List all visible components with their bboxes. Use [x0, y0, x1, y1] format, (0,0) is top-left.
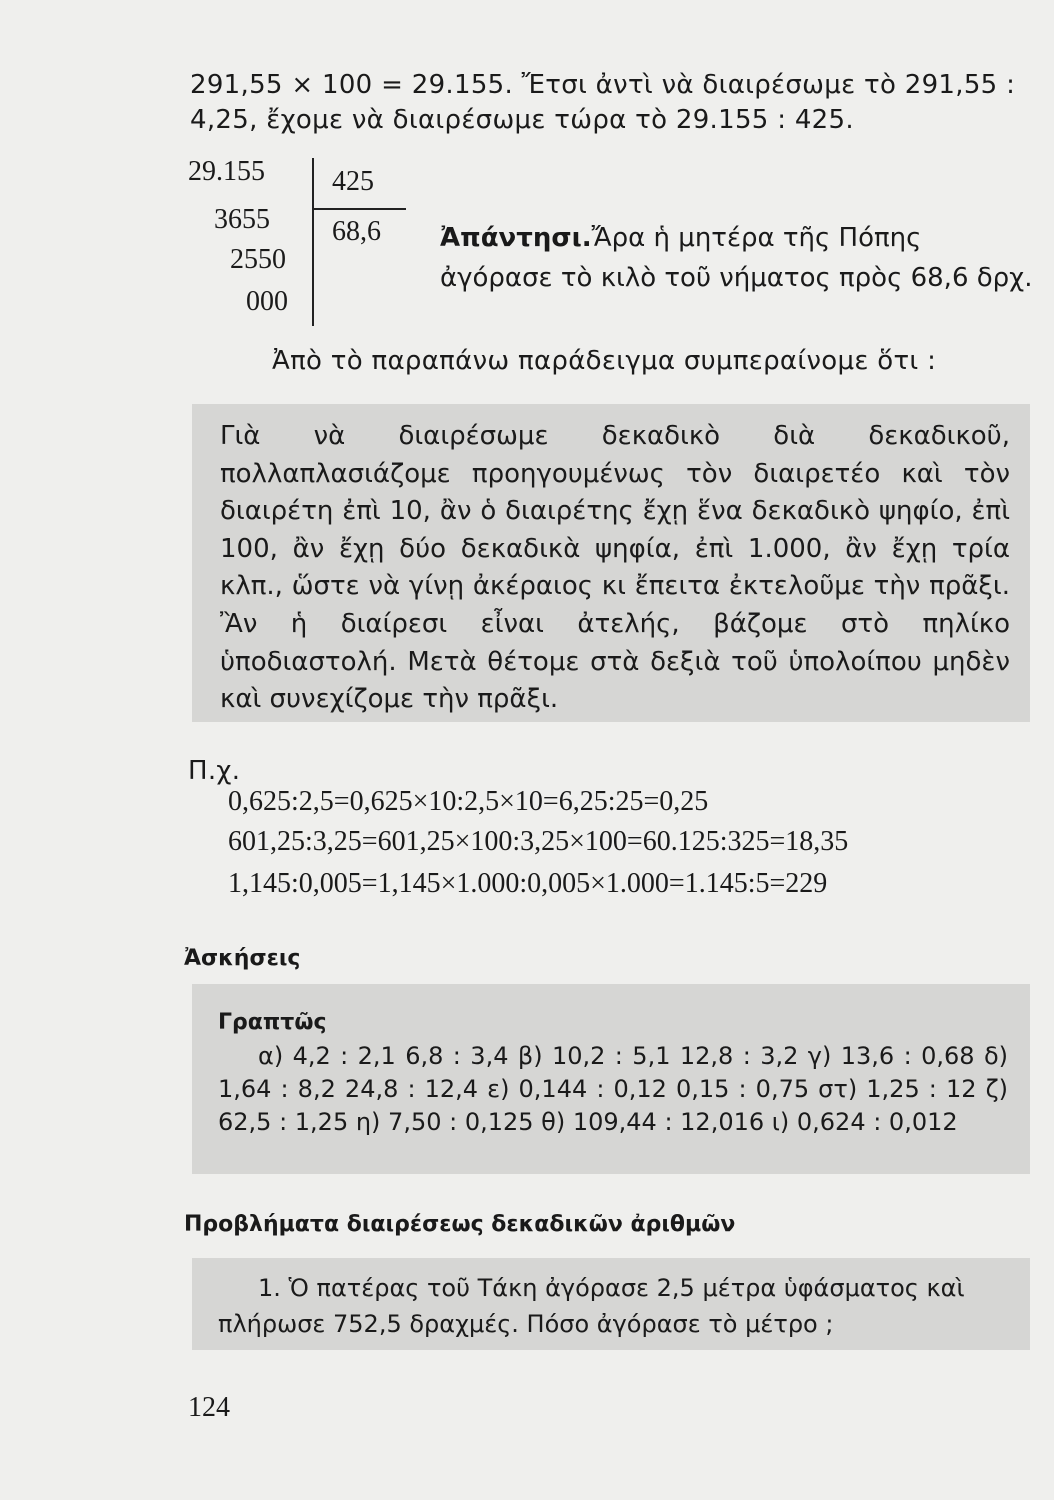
answer-paragraph	[440, 218, 1040, 298]
problems-heading: Προβλήματα διαιρέσεως δεκαδικῶν ἀριθμῶν	[184, 1212, 736, 1237]
division-dividend: 29.155	[188, 156, 265, 187]
conclusion-text: Ἀπὸ τὸ παραπάνω παράδειγμα συμπεραίνομε ὅτι :	[272, 346, 937, 376]
problem-1-text: 1. Ὁ πατέρας τοῦ Τάκη ἀγόρασε 2,5 μέτρα ὑφάσματος καὶ πλήρωσε 752,5 δραχμές. Πόσο ἀγόρασε τὸ μέτρο ;	[218, 1274, 965, 1338]
answer-text: Ἄρα ἡ μητέρα τῆς Πόπης ἀγόρασε τὸ κιλὸ τοῦ νήματος πρὸς 68,6 δρχ.	[440, 223, 1033, 293]
example-line: 1,145:0,005=1,145×1.000:0,005×1.000=1.145:5=229	[228, 868, 828, 899]
division-step: 2550	[230, 244, 286, 275]
intro-line-2: 4,25, ἔχομε νὰ διαιρέσωμε τώρα τὸ 29.155 : 425.	[190, 105, 854, 135]
example-line: 0,625:2,5=0,625×10:2,5×10=6,25:25=0,25	[228, 786, 709, 817]
division-vertical-rule	[312, 158, 314, 326]
answer-label: Ἀπάντησι.	[440, 223, 592, 253]
division-quotient: 68,6	[332, 216, 381, 247]
division-horizontal-rule	[314, 208, 406, 210]
division-divisor: 425	[332, 166, 374, 197]
problem-item	[218, 1270, 1008, 1342]
exercises-text	[218, 1040, 1008, 1139]
exercises-list: α) 4,2 : 2,1 6,8 : 3,4 β) 10,2 : 5,1 12,8 : 3,2 γ) 13,6 : 0,68 δ) 1,64 : 8,2 24,8 : 12,4 ε) 0,144 : 0,12 0,15 : 0,75 στ) 1,25 : 12 ζ) 62,5 : 1,25 η) 7,50 : 0,125 θ) 109,44 : 12,016 ι) 0,624 : 0,012	[218, 1042, 1008, 1136]
division-step: 000	[246, 286, 288, 317]
exercises-heading: Ἀσκήσεις	[184, 946, 301, 971]
examples-label: Π.χ.	[188, 756, 241, 786]
intro-line-1: 291,55 × 100 = 29.155. Ἔτσι ἀντὶ νὰ διαιρέσωμε τὸ 291,55 :	[190, 70, 1016, 100]
exercises-subheading: Γραπτῶς	[218, 1010, 327, 1035]
example-line: 601,25:3,25=601,25×100:3,25×100=60.125:325=18,35	[228, 826, 849, 857]
page-number: 124	[188, 1392, 230, 1423]
division-step: 3655	[214, 204, 270, 235]
rule-text: Γιὰ νὰ διαιρέσωμε δεκαδικὸ διὰ δεκαδικοῦ, πολλαπλασιάζομε προηγουμένως τὸν διαιρετέο καὶ τὸν διαιρέτη ἐπὶ 10, ἂν ὁ διαιρέτης ἔχῃ ἕνα δεκαδικὸ ψηφίο, ἐπὶ 100, ἂν ἔχῃ δύο δεκαδικὰ ψηφία, ἐπὶ 1.000, ἂν ἔχῃ τρία κλπ., ὥστε νὰ γίνῃ ἀκέραιος κι ἔπειτα ἐκτελοῦμε τὴν πρᾶξι. Ἂν ἡ διαίρεσι εἶναι ἀτελής, βάζομε στὸ πηλίκο ὑποδιαστολή. Μετὰ θέτομε στὰ δεξιὰ τοῦ ὑπολοίπου μηδὲν καὶ συνεχίζομε τὴν πρᾶξι.	[220, 421, 1010, 715]
